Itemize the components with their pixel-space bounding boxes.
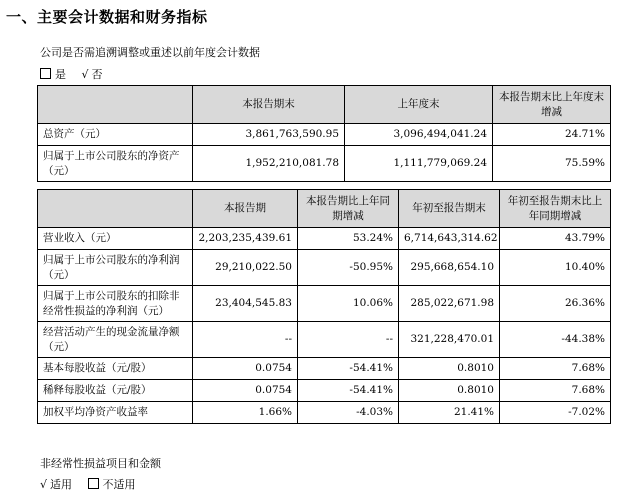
checkmark-icon: √: [40, 478, 48, 491]
cell-value: 7.68%: [500, 358, 611, 380]
cell-value: 3,096,494,041.24: [345, 124, 493, 146]
section-heading: 一、主要会计数据和财务指标: [6, 8, 208, 26]
table-row: [38, 146, 611, 182]
option-applicable: 适用: [50, 478, 73, 491]
cell-value: 2,203,235,439.61: [193, 228, 298, 250]
table-row: [38, 402, 611, 424]
cell-value: 23,404,545.83: [193, 286, 298, 322]
table-row: [38, 322, 611, 358]
header-cell: 年初至报告期末: [399, 190, 500, 228]
header-cell: 上年度末: [345, 86, 493, 124]
checkbox-icon: [88, 478, 99, 489]
header-cell: 本报告期比上年同期增减: [298, 190, 399, 228]
cell-value: -54.41%: [298, 380, 399, 402]
restate-options: [40, 66, 103, 82]
row-label: 加权平均净资产收益率: [38, 402, 193, 424]
cell-value: 43.79%: [500, 228, 611, 250]
cell-value: -54.41%: [298, 358, 399, 380]
cell-value: -7.02%: [500, 402, 611, 424]
header-cell: 年初至报告期末比上年同期增减: [500, 190, 611, 228]
checkbox-icon: [40, 68, 51, 79]
cell-value: 1,952,210,081.78: [193, 146, 345, 182]
cell-value: 10.40%: [500, 250, 611, 286]
cell-value: 29,210,022.50: [193, 250, 298, 286]
cell-value: 26.36%: [500, 286, 611, 322]
checkmark-icon: √: [81, 68, 89, 81]
cell-value: -50.95%: [298, 250, 399, 286]
header-cell: 本报告期末: [193, 86, 345, 124]
income-table: [37, 189, 611, 424]
cell-value: 6,714,643,314.62: [399, 228, 500, 250]
table-header-row: [38, 86, 611, 124]
cell-value: 0.0754: [193, 358, 298, 380]
option-yes: 是: [55, 68, 66, 81]
cell-value: 1.66%: [193, 402, 298, 424]
table-row: [38, 124, 611, 146]
header-cell: [38, 190, 193, 228]
cell-value: -4.03%: [298, 402, 399, 424]
cell-value: 21.41%: [399, 402, 500, 424]
nonrecurring-title: 非经常性损益项目和金额: [40, 457, 161, 470]
row-label: 归属于上市公司股东的净利润（元）: [38, 250, 193, 286]
cell-value: 0.0754: [193, 380, 298, 402]
applicable-options: [40, 476, 136, 492]
table-header-row: [38, 190, 611, 228]
table-row: [38, 358, 611, 380]
table-row: [38, 250, 611, 286]
row-label: 总资产（元）: [38, 124, 193, 146]
cell-value: 7.68%: [500, 380, 611, 402]
option-not-applicable: 不适用: [102, 478, 136, 491]
header-cell: [38, 86, 193, 124]
row-label: 稀释每股收益（元/股）: [38, 380, 193, 402]
cell-value: 3,861,763,590.95: [193, 124, 345, 146]
row-label: 归属于上市公司股东的净资产（元）: [38, 146, 193, 182]
cell-value: 295,668,654.10: [399, 250, 500, 286]
cell-value: 0.8010: [399, 380, 500, 402]
header-cell: 本报告期末比上年度末增减: [493, 86, 611, 124]
cell-value: --: [298, 322, 399, 358]
row-label: 经营活动产生的现金流量净额（元）: [38, 322, 193, 358]
cell-value: 75.59%: [493, 146, 611, 182]
row-label: 归属于上市公司股东的扣除非经常性损益的净利润（元）: [38, 286, 193, 322]
balance-table: [37, 85, 611, 182]
option-no: 否: [91, 68, 103, 81]
cell-value: 321,228,470.01: [399, 322, 500, 358]
cell-value: 24.71%: [493, 124, 611, 146]
cell-value: 53.24%: [298, 228, 399, 250]
table-row: [38, 286, 611, 322]
cell-value: --: [193, 322, 298, 358]
cell-value: -44.38%: [500, 322, 611, 358]
cell-value: 0.8010: [399, 358, 500, 380]
cell-value: 1,111,779,069.24: [345, 146, 493, 182]
table-row: [38, 228, 611, 250]
table-row: [38, 380, 611, 402]
header-cell: 本报告期: [193, 190, 298, 228]
row-label: 基本每股收益（元/股）: [38, 358, 193, 380]
row-label: 营业收入（元）: [38, 228, 193, 250]
restate-question: 公司是否需追溯调整或重述以前年度会计数据: [40, 46, 260, 59]
cell-value: 10.06%: [298, 286, 399, 322]
cell-value: 285,022,671.98: [399, 286, 500, 322]
